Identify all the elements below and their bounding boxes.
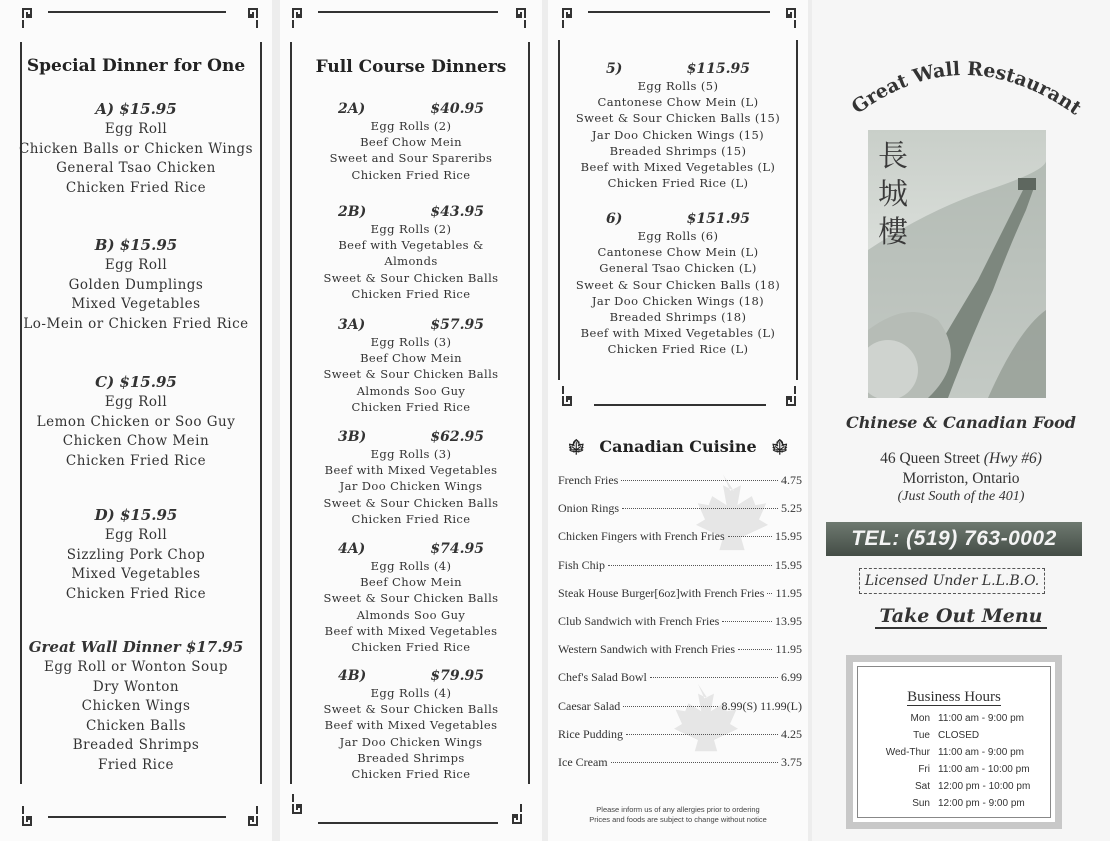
corner-ornament-icon: [504, 6, 528, 30]
canadian-menu-row: [558, 501, 802, 516]
canadian-item-price: 4.75: [781, 473, 802, 487]
business-hours-label: Business Hours: [907, 689, 1001, 705]
canadian-menu-row: [558, 558, 802, 573]
business-hours-time: 12:00 pm - 10:00 pm: [938, 781, 1031, 792]
corner-ornament-icon: [290, 792, 314, 816]
canadian-item-price: 6.99: [781, 670, 802, 685]
menu-item: Beef with Mixed Vegetables: [324, 463, 498, 478]
menu-item: Mixed Vegetables: [71, 296, 201, 312]
frame-line-bottom: [318, 822, 498, 824]
full-course-block: [280, 541, 542, 655]
business-hours-day: Fri: [918, 764, 930, 775]
panel-family-and-canadian: [548, 0, 808, 841]
menu-item: Chicken Fried Rice: [65, 452, 207, 469]
business-hours-row: [858, 730, 1050, 741]
menu-item: Egg Rolls (5): [637, 79, 719, 93]
special-dinner-heading: A) $15.95: [95, 100, 177, 118]
canadian-item-name: Ice Cream: [558, 755, 608, 769]
menu-item: Breaded Shrimps: [72, 737, 200, 753]
menu-item: Beef with Mixed Vegetables: [324, 718, 498, 733]
canadian-menu-row: [558, 473, 802, 488]
menu-item: Egg Roll or Wonton Soup: [43, 659, 229, 675]
special-dinner-block: [0, 638, 272, 775]
canadian-item-price: 11.95: [775, 585, 802, 600]
menu-item: Chicken Fried Rice: [351, 640, 471, 655]
menu-item: Beef Chow Mein: [360, 351, 462, 366]
menu-item: Chicken Fried Rice: [65, 179, 207, 196]
canadian-item-name: Western Sandwich with French Fries: [558, 642, 735, 657]
frame-line-top: [318, 11, 498, 13]
special-dinner-block: [0, 236, 272, 334]
special-dinner-block: [0, 506, 272, 604]
canadian-item-name: Fish Chip: [558, 557, 606, 572]
menu-item: Chicken Fried Rice (L): [607, 342, 749, 357]
menu-item: Jar Doo Chicken Wings: [339, 734, 483, 749]
canadian-menu-row: [558, 586, 802, 601]
menu-item: Dry Wonton: [92, 678, 180, 695]
canadian-menu-row: [558, 529, 802, 544]
menu-item: Egg Rolls (2): [370, 119, 452, 133]
business-hours-box: [846, 655, 1062, 829]
menu-item: General Tsao Chicken (L): [599, 261, 757, 276]
family-dinner-heading: [548, 211, 808, 227]
menu-item: Sweet & Sour Chicken Balls: [323, 495, 499, 510]
full-course-price: $79.95: [430, 668, 484, 684]
canadian-item-price: 13.95: [775, 614, 802, 628]
frame-line-top: [48, 11, 226, 13]
corner-ornament-icon: [236, 6, 260, 30]
maple-leaf-icon: 🍁︎: [770, 438, 790, 456]
menu-item: Egg Rolls (4): [370, 559, 452, 573]
special-dinner-block: [0, 100, 272, 198]
menu-item: Chicken Wings: [81, 698, 191, 714]
business-hours-inner: [857, 666, 1051, 818]
special-dinner-heading: C) $15.95: [95, 373, 177, 391]
business-hours-row: [858, 747, 1050, 758]
footer-note: [548, 805, 808, 825]
chinese-char-3: 樓: [878, 215, 908, 250]
full-course-id: 3A): [338, 317, 366, 333]
menu-item: Chicken Fried Rice: [351, 286, 471, 301]
dot-leader: [623, 706, 718, 707]
chinese-char-1: 長: [878, 139, 908, 174]
corner-ornament-icon: [236, 804, 260, 828]
restaurant-name-text: Great Wall Restaurant: [847, 57, 1086, 120]
dot-leader: [722, 621, 772, 622]
canadian-item-name: French Fries: [558, 473, 619, 487]
section-title-full-course: Full Course Dinners: [315, 57, 507, 77]
business-hours-time: 11:00 am - 9:00 pm: [938, 747, 1024, 758]
menu-item: General Tsao Chicken: [56, 160, 216, 176]
family-dinner-block: [548, 211, 808, 358]
dot-leader: [622, 508, 778, 509]
full-course-price: $62.95: [430, 429, 484, 445]
allergy-note: Please inform us of any allergies prior to ordering: [596, 805, 760, 814]
business-hours-time: 11:00 am - 9:00 pm: [938, 713, 1024, 724]
menu-item: Egg Rolls (3): [370, 335, 452, 349]
canadian-item-name: Onion Rings: [558, 501, 620, 516]
canadian-item-price: 11.95: [775, 642, 802, 657]
family-dinner-heading: [548, 61, 808, 77]
chinese-char-2: 城: [878, 177, 908, 212]
maple-leaf-watermark-icon: [658, 680, 738, 760]
menu-item: Egg Rolls (4): [370, 686, 452, 700]
full-course-price: $43.95: [430, 204, 484, 220]
menu-item: Cantonese Chow Mein (L): [597, 95, 759, 110]
section-title-canadian-cuisine: [548, 437, 808, 456]
menu-item: Sweet & Sour Chicken Balls: [323, 591, 499, 606]
menu-item: Egg Roll: [104, 527, 168, 543]
menu-item: Almonds: [384, 254, 438, 269]
canadian-item-name: Steak House Burger[6oz]with French Fries: [558, 585, 765, 600]
menu-item: Fried Rice: [97, 756, 175, 773]
canadian-menu-row: [558, 699, 802, 714]
business-hours-day: Sat: [914, 781, 930, 792]
panel-special-dinner: [0, 0, 272, 841]
full-course-heading: [280, 317, 542, 333]
great-wall-photo: [868, 130, 1046, 398]
business-hours-time: 12:00 pm - 9:00 pm: [938, 798, 1025, 809]
menu-item: Sweet & Sour Chicken Balls: [323, 702, 499, 717]
corner-ornament-icon: [560, 384, 584, 408]
family-dinner-price: $151.95: [686, 211, 750, 227]
full-course-heading: [280, 668, 542, 684]
special-dinner-heading: D) $15.95: [94, 506, 178, 524]
menu-item: Sweet & Sour Chicken Balls: [323, 367, 499, 382]
dot-leader: [608, 565, 772, 566]
menu-item: Egg Roll: [104, 394, 168, 410]
canadian-item-price: 15.95: [775, 529, 802, 544]
canadian-menu-row: [558, 755, 802, 770]
license-badge: Licensed Under L.L.B.O.: [859, 568, 1045, 594]
canadian-item-name: Club Sandwich with French Fries: [558, 614, 720, 628]
canadian-menu-row: [558, 614, 802, 629]
dot-leader: [621, 480, 778, 481]
price-change-note: Prices and foods are subject to change without notice: [589, 815, 767, 824]
canadian-item-price: 15.95: [775, 557, 802, 572]
menu-item: Chicken Balls: [85, 717, 187, 734]
menu-item: Egg Rolls (2): [370, 222, 452, 236]
maple-leaf-icon: 🍁︎: [566, 438, 586, 456]
takeout-menu-title: [812, 605, 1110, 627]
business-hours-day: Wed-Thur: [885, 747, 930, 758]
menu-item: Breaded Shrimps: [357, 750, 465, 765]
frame-line-top: [588, 11, 770, 13]
full-course-block: [280, 204, 542, 302]
full-course-block: [280, 101, 542, 183]
canadian-menu-row: [558, 642, 802, 657]
corner-ornament-icon: [20, 804, 44, 828]
menu-item: Chicken Fried Rice: [65, 585, 207, 602]
phone-banner: TEL: (519) 763-0002: [826, 522, 1082, 556]
frame-line-bottom: [594, 404, 766, 406]
full-course-id: 4B): [338, 668, 367, 684]
restaurant-name-arc: [826, 44, 1106, 134]
full-course-block: [280, 429, 542, 527]
menu-item: Mixed Vegetables: [71, 566, 201, 582]
menu-item: Beef Chow Mein: [360, 135, 462, 150]
menu-item: Beef with Mixed Vegetables (L): [580, 326, 776, 341]
corner-ornament-icon: [774, 384, 798, 408]
menu-item: Sweet and Sour Spareribs: [329, 151, 493, 166]
menu-item: Sweet & Sour Chicken Balls (18): [575, 277, 781, 292]
corner-ornament-icon: [500, 802, 524, 826]
dot-leader: [728, 536, 772, 537]
business-hours-day: Tue: [913, 730, 930, 741]
canadian-cuisine-label: Canadian Cuisine: [599, 437, 757, 456]
menu-item: Chicken Fried Rice: [351, 767, 471, 782]
menu-item: Beef with Vegetables &: [338, 238, 484, 253]
business-hours-day: Sun: [912, 798, 930, 809]
canadian-item-name: Chicken Fingers with French Fries: [558, 529, 725, 544]
dot-leader: [611, 762, 778, 763]
special-dinner-block: [0, 373, 272, 471]
menu-item: Lo-Mein or Chicken Fried Rice: [23, 315, 249, 332]
full-course-heading: [280, 429, 542, 445]
full-course-id: 3B): [338, 429, 367, 445]
business-hours-row: [858, 798, 1050, 809]
family-dinner-block: [548, 61, 808, 191]
section-title-special-dinner: Special Dinner for One: [26, 56, 246, 76]
full-course-price: $57.95: [430, 317, 484, 333]
full-course-price: $74.95: [430, 541, 484, 557]
chinese-name: [878, 138, 908, 252]
family-dinner-price: $115.95: [686, 61, 750, 77]
address-line-3: (Just South of the 401): [897, 489, 1025, 504]
canadian-item-name: Chef's Salad Bowl: [558, 670, 647, 685]
business-hours-row: [858, 781, 1050, 792]
business-hours-time: 11:00 am - 10:00 pm: [938, 764, 1030, 775]
corner-ornament-icon: [774, 6, 798, 30]
business-hours-row: [858, 764, 1050, 775]
panel-full-course: [280, 0, 542, 841]
business-hours-time: CLOSED: [938, 730, 980, 741]
menu-item: Egg Roll: [104, 121, 168, 137]
menu-item: Lemon Chicken or Soo Guy: [36, 413, 236, 430]
business-hours-title: [858, 689, 1050, 706]
menu-item: Sizzling Pork Chop: [66, 546, 206, 563]
menu-item: Cantonese Chow Mein (L): [597, 245, 759, 260]
corner-ornament-icon: [290, 6, 314, 30]
full-course-block: [280, 317, 542, 415]
address-line-2: Morriston, Ontario: [902, 470, 1020, 487]
menu-item: Jar Doo Chicken Wings: [339, 479, 483, 494]
menu-item: Breaded Shrimps (18): [609, 310, 747, 325]
menu-item: Jar Doo Chicken Wings (18): [591, 293, 765, 308]
dot-leader: [650, 677, 778, 678]
menu-item: Sweet & Sour Chicken Balls: [323, 270, 499, 285]
canadian-item-price: 3.75: [781, 755, 802, 769]
dot-leader: [767, 593, 772, 594]
menu-item: Egg Roll: [104, 257, 168, 273]
menu-item: Chicken Fried Rice: [351, 399, 471, 414]
full-course-block: [280, 668, 542, 782]
full-course-id: 2A): [338, 101, 366, 117]
corner-ornament-icon: [560, 6, 584, 30]
canadian-item-price: 8.99(S) 11.99(L): [721, 698, 802, 713]
full-course-heading: [280, 101, 542, 117]
menu-item: Chicken Fried Rice (L): [607, 176, 749, 191]
canadian-menu-row: [558, 727, 802, 742]
menu-item: Chicken Fried Rice: [351, 167, 471, 182]
menu-item: Beef with Mixed Vegetables: [324, 623, 498, 638]
menu-item: Chicken Balls or Chicken Wings: [18, 140, 254, 157]
full-course-price: $40.95: [430, 101, 484, 117]
menu-item: Egg Rolls (6): [637, 229, 719, 243]
address-line-1: [812, 450, 1110, 468]
takeout-menu-label: Take Out Menu: [875, 605, 1046, 629]
menu-item: Beef with Mixed Vegetables (L): [580, 160, 776, 175]
special-dinner-heading: Great Wall Dinner $17.95: [28, 638, 244, 656]
menu-item: Sweet & Sour Chicken Balls (15): [575, 111, 781, 126]
menu-item: Chicken Fried Rice: [351, 511, 471, 526]
menu-item: Jar Doo Chicken Wings (15): [591, 127, 765, 142]
family-dinner-id: 5): [606, 61, 623, 77]
full-course-heading: [280, 541, 542, 557]
highway-note: (Hwy #6): [983, 450, 1042, 467]
corner-ornament-icon: [20, 6, 44, 30]
street-address: 46 Queen Street: [880, 450, 980, 467]
canadian-item-price: 5.25: [781, 501, 802, 516]
canadian-menu-row: [558, 670, 802, 685]
cuisine-subtitle: Chinese & Canadian Food: [846, 413, 1076, 432]
full-course-id: 4A): [338, 541, 366, 557]
menu-item: Chicken Chow Mein: [62, 433, 210, 449]
menu-item: Beef Chow Mein: [360, 575, 462, 590]
canadian-item-name: Caesar Salad: [558, 698, 621, 713]
dot-leader: [626, 734, 778, 735]
business-hours-day: Mon: [910, 713, 930, 724]
menu-item: Golden Dumplings: [68, 276, 204, 293]
business-hours-row: [858, 713, 1050, 724]
frame-line-bottom: [48, 816, 226, 818]
special-dinner-heading: B) $15.95: [94, 236, 178, 254]
menu-item: Almonds Soo Guy: [356, 383, 466, 398]
menu-item: Egg Rolls (3): [370, 447, 452, 461]
canadian-item-name: Rice Pudding: [558, 726, 623, 741]
family-dinner-id: 6): [606, 211, 623, 227]
full-course-id: 2B): [338, 204, 367, 220]
full-course-heading: [280, 204, 542, 220]
canadian-item-price: 4.25: [781, 726, 802, 741]
dot-leader: [738, 649, 772, 650]
menu-item: Breaded Shrimps (15): [609, 143, 747, 158]
menu-item: Almonds Soo Guy: [356, 607, 466, 622]
